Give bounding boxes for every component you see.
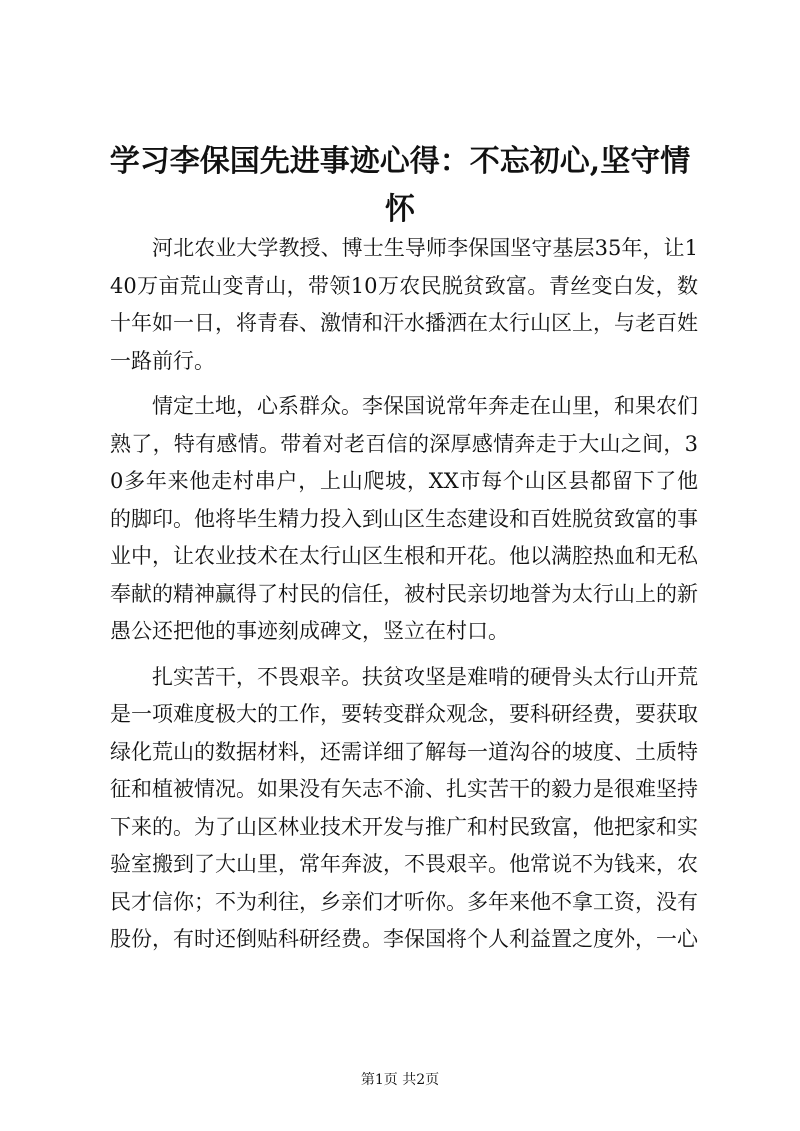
paragraph-land: 情定土地，心系群众。李保国说常年奔走在山里，和果农们熟了，特有感情。带着对老百信的深厚感情奔走于大山之间，30多年来他走村串户，上山爬坡，XX市每个山区县都留下了他的脚印。他将毕生精力投入到山区生态建设和百姓脱贫致富的事业中，让农业技术在太行山区生根和开花。他以满腔热血和无私奉献的精神赢得了村民的信任，被村民亲切地誉为太行山上的新愚公还把他的事迹刻成碑文，竖立在村口。 [110,394,698,643]
paragraph-intro: 河北农业大学教授、博士生导师李保国坚守基层35年，让140万亩荒山变青山，带领10万农民脱贫致富。青丝变白发，数十年如一日，将青春、激情和汗水播洒在太行山区上，与老百姓一路前行。 [110,236,698,373]
document-body [110,230,698,967]
page-number-footer: 第1页 共2页 [360,1072,440,1088]
paragraph-hardwork: 扎实苦干，不畏艰辛。扶贫攻坚是难啃的硬骨头太行山开荒是一项难度极大的工作，要转变群众观念，要科研经费，要获取绿化荒山的数据材料，还需详细了解每一道沟谷的坡度、土质特征和植被情况。如果没有矢志不渝、扎实苦干的毅力是很难坚持下来的。为了山区林业技术开发与推广和村民致富，他把家和实验室搬到了大山里，常年奔波，不畏艰辛。他常说不为钱来，农民才信你；不为利往，乡亲们才听你。多年来他不拿工资，没有股份，有时还倒贴科研经费。李保国将个人利益置之度外，一心 [110,664,698,951]
document-title: 学习李保国先进事迹心得：不忘初心,坚守情怀 [109,144,691,227]
